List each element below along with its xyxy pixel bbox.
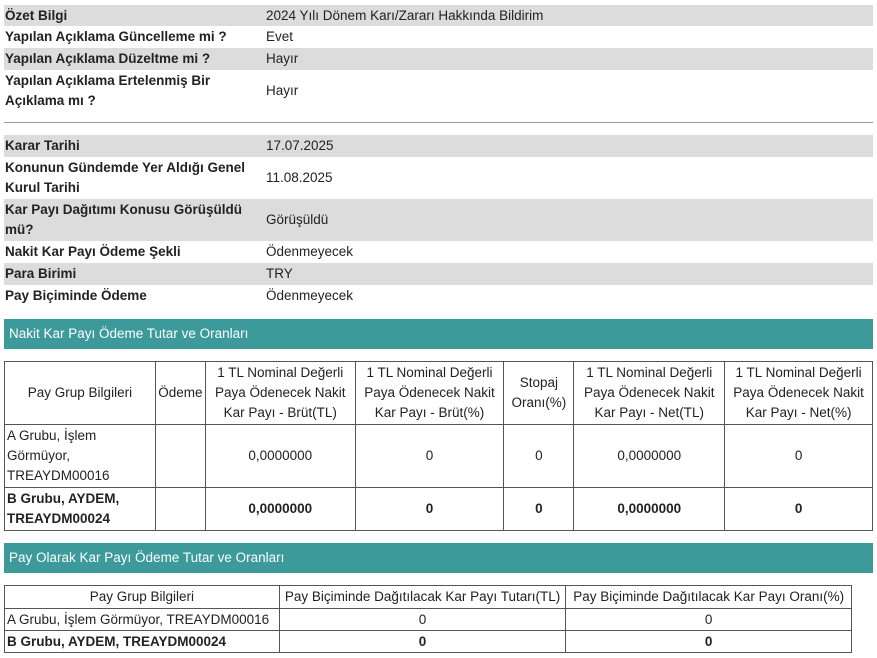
field-label: Yapılan Açıklama Düzeltme mi ? — [5, 51, 211, 66]
detail-row — [4, 199, 873, 241]
table-cell: 0 — [504, 425, 574, 488]
summary-row — [4, 70, 873, 112]
column-header: Ödeme — [155, 362, 205, 425]
detail-row — [4, 263, 873, 285]
field-value: 2024 Yılı Dönem Karı/Zararı Hakkında Bildirim — [266, 7, 544, 23]
table-row — [5, 425, 873, 488]
field-label: Para Birimi — [5, 266, 77, 281]
detail-row — [4, 285, 873, 307]
field-label: Yapılan Açıklama Ertelenmiş Bir Açıklama mı ? — [5, 73, 211, 108]
column-header: Pay Biçiminde Dağıtılacak Kar Payı Oranı(%) — [566, 586, 852, 609]
summary-row — [4, 26, 873, 48]
column-header: Stopaj Oranı(%) — [504, 362, 574, 425]
column-header: 1 TL Nominal Değerli Paya Ödenecek Nakit Kar Payı - Net(%) — [725, 362, 873, 425]
table-header-row — [5, 586, 852, 609]
table-cell: 0,0000000 — [205, 425, 355, 488]
table-cell: 0,0000000 — [574, 425, 725, 488]
divider — [4, 122, 873, 123]
table-cell: 0 — [279, 631, 566, 653]
table-cell: 0 — [725, 488, 873, 531]
table-cell — [155, 488, 205, 531]
field-value: Görüşüldü — [266, 212, 329, 227]
detail-row — [4, 135, 873, 157]
field-label: Konunun Gündemde Yer Aldığı Genel Kurul Tarihi — [5, 160, 246, 195]
column-header: Pay Biçiminde Dağıtılacak Kar Payı Tutarı(TL) — [279, 586, 566, 609]
field-label: Yapılan Açıklama Güncelleme mi ? — [5, 29, 227, 44]
table-row — [5, 631, 852, 653]
section-header-share: Pay Olarak Kar Payı Ödeme Tutar ve Oranları — [4, 543, 873, 573]
field-value: Ödenmeyecek — [266, 288, 354, 303]
table-cell: 0 — [566, 609, 852, 631]
column-header: 1 TL Nominal Değerli Paya Ödenecek Nakit Kar Payı - Brüt(%) — [355, 362, 504, 425]
table-row — [5, 609, 852, 631]
section-header-cash: Nakit Kar Payı Ödeme Tutar ve Oranları — [4, 319, 873, 349]
column-header: Pay Grup Bilgileri — [5, 586, 280, 609]
table-header-row — [5, 362, 873, 425]
table-cell: 0,0000000 — [574, 488, 725, 531]
table-cell — [155, 425, 205, 488]
table-row — [5, 488, 873, 531]
field-value: Hayır — [266, 51, 299, 66]
cash-dividend-table — [4, 361, 873, 531]
field-label: Özet Bilgi — [5, 7, 68, 23]
table-cell: B Grubu, AYDEM, TREAYDM00024 — [5, 488, 156, 531]
field-value: Hayır — [266, 83, 299, 98]
table-cell: B Grubu, AYDEM, TREAYDM00024 — [5, 631, 280, 653]
field-value: Evet — [266, 29, 294, 44]
field-label: Pay Biçiminde Ödeme — [5, 288, 147, 303]
table-cell: 0 — [566, 631, 852, 653]
field-label: Nakit Kar Payı Ödeme Şekli — [5, 244, 181, 259]
summary-row — [4, 48, 873, 70]
table-cell: 0 — [279, 609, 566, 631]
detail-row — [4, 157, 873, 199]
table-cell: A Grubu, İşlem Görmüyor, TREAYDM00016 — [5, 609, 280, 631]
field-label: Kar Payı Dağıtımı Konusu Görüşüldü mü? — [5, 202, 243, 237]
table-cell: 0 — [355, 425, 504, 488]
share-dividend-table — [4, 585, 852, 653]
field-value: 11.08.2025 — [266, 170, 333, 185]
field-value: 17.07.2025 — [266, 138, 334, 153]
column-header: 1 TL Nominal Değerli Paya Ödenecek Nakit Kar Payı - Brüt(TL) — [205, 362, 355, 425]
field-value: TRY — [266, 266, 293, 281]
table-cell: 0 — [725, 425, 873, 488]
table-cell: A Grubu, İşlem Görmüyor, TREAYDM00016 — [5, 425, 156, 488]
table-cell: 0 — [504, 488, 574, 531]
detail-row — [4, 241, 873, 263]
column-header: 1 TL Nominal Değerli Paya Ödenecek Nakit Kar Payı - Net(TL) — [574, 362, 725, 425]
table-cell: 0,0000000 — [205, 488, 355, 531]
table-cell: 0 — [355, 488, 504, 531]
summary-row — [4, 5, 873, 26]
field-label: Karar Tarihi — [5, 138, 80, 153]
field-value: Ödenmeyecek — [266, 244, 354, 259]
column-header: Pay Grup Bilgileri — [5, 362, 156, 425]
